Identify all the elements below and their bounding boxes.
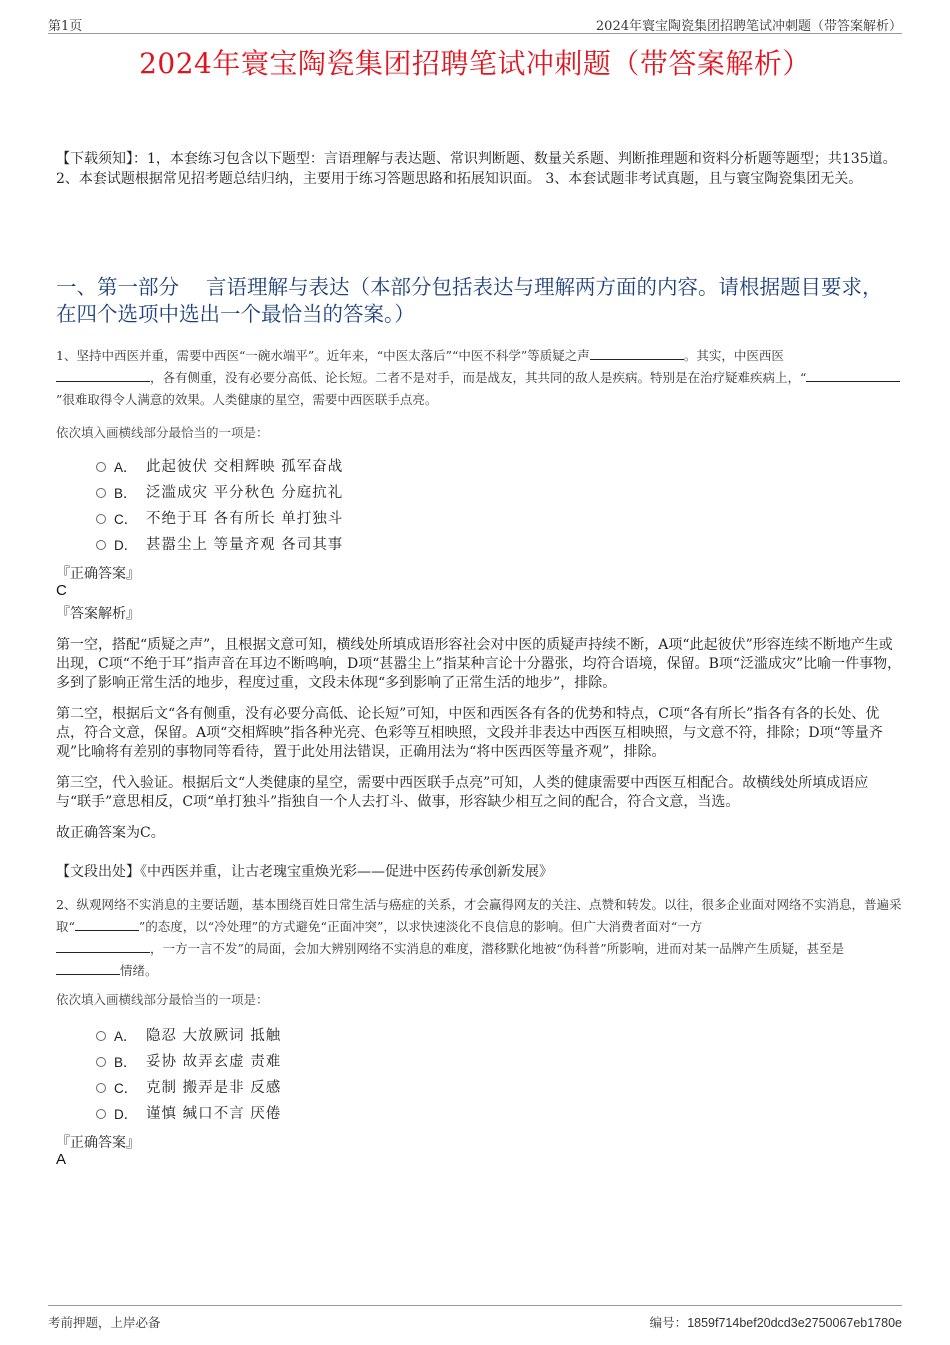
header-page-number: 第1页	[48, 19, 83, 34]
download-notice: 【下载须知】：1，本套练习包含以下题型：言语理解与表达题、常识判断题、数量关系题、判断推理题和资料分析题等题型；共135道。 2、本套试题根据常见招考题总结归纳，主要用于练习答题思路和拓展知识面。 3、本套试题非考试真题，且与寰宝陶瓷集团无关。	[56, 151, 897, 187]
radio-icon[interactable]	[96, 488, 106, 498]
radio-icon[interactable]	[96, 514, 106, 524]
footer-code-value: 1859f714bef20dcd3e2750067eb1780e	[687, 1316, 902, 1330]
radio-icon[interactable]	[96, 462, 106, 472]
fill-blank	[75, 916, 139, 931]
question-1-answer-tag: 『正确答案』	[56, 566, 140, 582]
option-c[interactable]: C． 不绝于耳 各有所长 单打独斗	[56, 507, 902, 533]
footer-divider	[48, 1305, 902, 1306]
fill-blank	[56, 367, 150, 382]
radio-icon[interactable]	[96, 1031, 106, 1041]
option-d[interactable]: D． 甚嚣尘上 等量齐观 各司其事	[56, 533, 902, 559]
analysis-paragraph: 故正确答案为C。	[56, 825, 165, 841]
page-title: 2024年寰宝陶瓷集团招聘笔试冲刺题（带答案解析）	[139, 47, 811, 80]
question-2-options	[56, 1024, 902, 1128]
option-b[interactable]: B． 妥协 故弄玄虚 责难	[56, 1050, 902, 1076]
question-2-stem: 2、纵观网络不实消息的主要话题，基本围绕百姓日常生活与癌症的关系，才会赢得网友的关注、点赞和转发。以往，很多企业面对网络不实消息，普遍采取“ ”的态度，以“冷处理”的方式避免“正面冲突”，以求快速淡化不良信息的影响。但广大消费者面对“一方 ，一方一言不发”的局面，会加大辨别网络不实消息的难度，潜移默化地被“伪科普”所影响，进而对某一品牌产生质疑，甚至是 情绪。	[56, 897, 902, 978]
footer-code	[650, 1313, 902, 1331]
option-b[interactable]: B． 泛滥成灾 平分秋色 分庭抗礼	[56, 481, 902, 507]
radio-icon[interactable]	[96, 540, 106, 550]
radio-icon[interactable]	[96, 1057, 106, 1067]
fill-blank	[590, 345, 684, 360]
radio-icon[interactable]	[96, 1109, 106, 1119]
question-1-source: 【文段出处】《中西医并重，让古老瑰宝重焕光彩——促进中医药传承创新发展》	[56, 864, 553, 880]
header-divider	[48, 33, 902, 34]
question-1-instruction: 依次填入画横线部分最恰当的一项是：	[56, 425, 269, 440]
option-a[interactable]: A． 隐忍 大放厥词 抵触	[56, 1024, 902, 1050]
question-2-answer-tag: 『正确答案』	[56, 1135, 140, 1151]
question-1-options	[56, 455, 902, 559]
header-doc-title: 2024年寰宝陶瓷集团招聘笔试冲刺题（带答案解析）	[595, 19, 902, 34]
question-1-answer: C	[56, 582, 67, 599]
fill-blank	[56, 960, 120, 975]
fill-blank	[56, 938, 150, 953]
question-1-analysis	[56, 636, 902, 855]
analysis-paragraph: 第二空，根据后文“各有侧重，没有必要分高低、论长短”可知，中医和西医各有各的优势和特点，C项“各有所长”指各有各的长处、优点，符合文意，保留。A项“交相辉映”指各种光亮、色彩等互相映照，文段并非表达中西医互相映照，与文意不符，排除；D项“等量齐观”比喻将有差别的事物同等看待，置于此处用法错误，正确用法为“将中医西医等量齐观”，排除。	[56, 706, 883, 760]
question-1-analysis-tag: 『答案解析』	[56, 606, 140, 622]
question-1-stem: 1、坚持中西医并重，需要中西医“一碗水端平”。近年来，“中医太落后”“中医不科学”等质疑之声 。其实，中医西医 ，各有侧重，没有必要分高低、论长短。二者不是对手，而是战友，其共同的敌人是疾病。特别是在治疗疑难疾病上，“”很难取得令人满意的效果。人类健康的星空，需要中西医联手点亮。	[56, 345, 902, 411]
option-d[interactable]: D． 谨慎 缄口不言 厌倦	[56, 1102, 902, 1128]
fill-blank	[806, 367, 900, 382]
question-2	[56, 894, 902, 982]
option-a[interactable]: A． 此起彼伏 交相辉映 孤军奋战	[56, 455, 902, 481]
radio-icon[interactable]	[96, 1083, 106, 1093]
option-c[interactable]: C． 克制 搬弄是非 反感	[56, 1076, 902, 1102]
analysis-paragraph: 第三空，代入验证。根据后文“人类健康的星空，需要中西医联手点亮”可知，人类的健康需要中西医互相配合。故横线处所填成语应与“联手”意思相反，C项“单打独斗”指独自一个人去打斗、做事，形容缺少相互之间的配合，符合文意，当选。	[56, 775, 869, 810]
question-1	[56, 345, 902, 411]
analysis-paragraph: 第一空，搭配“质疑之声”，且根据文意可知，横线处所填成语形容社会对中医的质疑声持续不断，A项“此起彼伏”形容连续不断地产生或出现，C项“不绝于耳”指声音在耳边不断鸣响，D项“甚嚣尘上”指某种言论十分嚣张，均符合语境，保留。B项“泛滥成灾”比喻一件事物，多到了影响正常生活的地步，程度过重，文段未体现“多到影响了正常生活的地步”，排除。	[56, 637, 902, 691]
question-2-answer: A	[56, 1151, 67, 1168]
footer-code-label: 编号：	[649, 1315, 688, 1330]
footer-slogan: 考前押题，上岸必备	[48, 1315, 161, 1330]
question-2-instruction: 依次填入画横线部分最恰当的一项是：	[56, 992, 269, 1007]
section-heading: 一、第一部分 言语理解与表达（本部分包括表达与理解两方面的内容。请根据题目要求，在四个选项中选出一个最恰当的答案。）	[56, 275, 883, 326]
